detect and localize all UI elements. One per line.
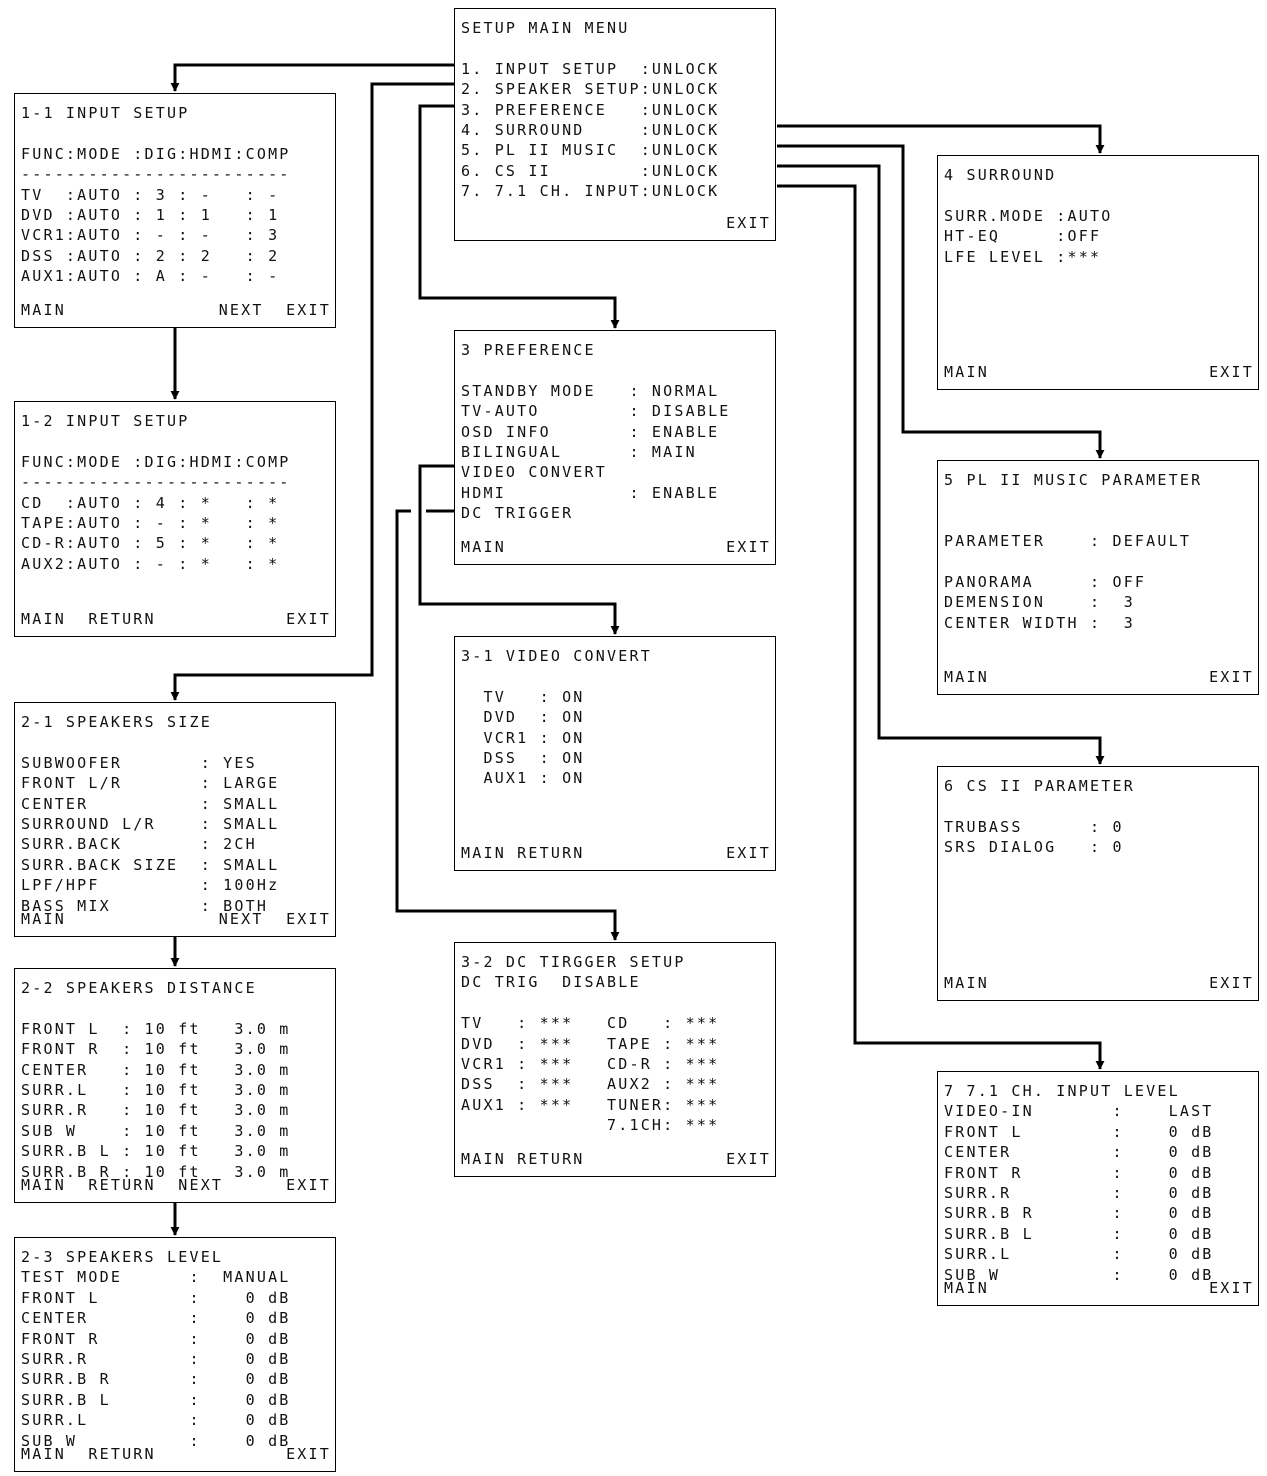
connector-surround	[777, 126, 1100, 153]
input-setup-2-panel	[14, 401, 336, 637]
surround-line-0: 4 SURROUND	[944, 166, 1057, 184]
dc-trigger-line-7: AUX1 : *** TUNER: ***	[461, 1095, 720, 1114]
main-menu-footer-right[interactable]: EXIT	[726, 214, 771, 232]
speakers-level-panel	[14, 1237, 336, 1472]
main-menu-line-7: 6. CS II :UNLOCK	[461, 161, 720, 180]
input-setup-1-line-4: TV :AUTO : 3 : - : -	[21, 185, 280, 204]
speakers-level-line-0: 2-3 SPEAKERS LEVEL	[21, 1248, 224, 1266]
video-convert-footer-left[interactable]: MAIN RETURN	[461, 844, 585, 862]
ch71-input-line-2: FRONT L : 0 dB	[944, 1122, 1214, 1141]
dc-trigger-line-4: DVD : *** TAPE : ***	[461, 1034, 720, 1053]
ch71-input-line-0: 7 7.1 CH. INPUT LEVEL	[944, 1082, 1180, 1100]
speakers-size-line-9: BASS MIX : BOTH	[21, 896, 269, 915]
input-setup-1-line-6: VCR1:AUTO : - : - : 3	[21, 226, 280, 245]
video-convert-line-6: AUX1 : ON	[461, 769, 585, 788]
input-setup-2-line-4: CD :AUTO : 4 : * : *	[21, 493, 280, 512]
dc-trigger-line-8: 7.1CH: ***	[461, 1116, 720, 1135]
ch71-input-line-8: SURR.L : 0 dB	[944, 1245, 1214, 1264]
input-setup-1-footer-left[interactable]: MAIN	[21, 301, 66, 319]
dc-trigger-line-5: VCR1 : *** CD-R : ***	[461, 1055, 720, 1073]
input-setup-1-line-5: DVD :AUTO : 1 : 1 : 1	[21, 206, 280, 224]
surround-line-3: HT-EQ :OFF	[944, 227, 1102, 246]
input-setup-2-line-7: AUX2:AUTO : - : * : *	[21, 554, 280, 573]
pl2-music-line-0: 5 PL II MUSIC PARAMETER	[944, 471, 1203, 489]
preference-line-6: VIDEO CONVERT	[461, 463, 607, 482]
surround-line-4: LFE LEVEL :***	[944, 247, 1102, 266]
surround-line-2: SURR.MODE :AUTO	[944, 206, 1113, 225]
surround-panel	[937, 155, 1259, 390]
speakers-level-footer-left[interactable]: MAIN RETURN	[21, 1445, 156, 1463]
preference-line-8: DC TRIGGER	[461, 504, 574, 523]
input-setup-2-line-0: 1-2 INPUT SETUP	[21, 412, 190, 430]
preference-panel	[454, 330, 776, 565]
speakers-size-footer-left[interactable]: MAIN	[21, 910, 66, 928]
speakers-distance-panel	[14, 968, 336, 1203]
preference-line-4: OSD INFO : ENABLE	[461, 422, 720, 441]
video-convert-panel	[454, 636, 776, 871]
speakers-level-line-3: CENTER : 0 dB	[21, 1309, 291, 1328]
main-menu-line-2: 1. INPUT SETUP :UNLOCK	[461, 59, 720, 78]
ch71-input-line-3: CENTER : 0 dB	[944, 1143, 1214, 1162]
input-setup-2-line-5: TAPE:AUTO : - : * : *	[21, 514, 280, 532]
input-setup-1-line-3: ------------------------	[21, 165, 291, 184]
speakers-distance-line-8: SURR.B L : 10 ft 3.0 m	[21, 1142, 291, 1161]
speakers-level-footer-right[interactable]: EXIT	[286, 1445, 331, 1463]
pl2-music-line-7: CENTER WIDTH : 3	[944, 613, 1135, 632]
speakers-distance-line-3: FRONT R : 10 ft 3.0 m	[21, 1040, 291, 1059]
cs2-footer-right[interactable]: EXIT	[1209, 974, 1254, 992]
cs2-parameter-panel	[937, 766, 1259, 1001]
input-setup-1-footer-right[interactable]: NEXT EXIT	[218, 301, 331, 319]
main-menu-line-8: 7. 7.1 CH. INPUT:UNLOCK	[461, 182, 720, 201]
speakers-distance-line-2: FRONT L : 10 ft 3.0 m	[21, 1019, 291, 1038]
dc-trigger-footer-left[interactable]: MAIN RETURN	[461, 1150, 585, 1168]
cs2-line-0: 6 CS II PARAMETER	[944, 777, 1135, 795]
speakers-size-line-8: LPF/HPF : 100Hz	[21, 876, 280, 895]
pl2-music-line-5: PANORAMA : OFF	[944, 573, 1147, 591]
surround-footer-right[interactable]: EXIT	[1209, 363, 1254, 381]
speakers-size-line-5: SURROUND L/R : SMALL	[21, 815, 280, 833]
speakers-level-line-9: SUB W : 0 dB	[21, 1431, 291, 1450]
preference-line-7: HDMI : ENABLE	[461, 483, 720, 502]
dc-trigger-line-1: DC TRIG DISABLE	[461, 973, 641, 992]
input-setup-2-line-6: CD-R:AUTO : 5 : * : *	[21, 534, 280, 553]
input-setup-1-line-2: FUNC:MODE :DIG:HDMI:COMP	[21, 144, 291, 163]
speakers-level-line-5: SURR.R : 0 dB	[21, 1350, 291, 1368]
ch71-input-footer-left[interactable]: MAIN	[944, 1279, 989, 1297]
input-setup-2-line-3: ------------------------	[21, 473, 291, 492]
pl2-music-footer-right[interactable]: EXIT	[1209, 668, 1254, 686]
speakers-level-line-1: TEST MODE : MANUAL	[21, 1268, 291, 1287]
video-convert-line-0: 3-1 VIDEO CONVERT	[461, 647, 652, 665]
pl2-music-parameter-panel	[937, 460, 1259, 695]
video-convert-line-4: VCR1 : ON	[461, 728, 585, 747]
speakers-distance-line-5: SURR.L : 10 ft 3.0 m	[21, 1081, 291, 1099]
preference-footer-right[interactable]: EXIT	[726, 538, 771, 556]
ch71-input-line-4: FRONT R : 0 dB	[944, 1163, 1214, 1182]
speakers-size-line-6: SURR.BACK : 2CH	[21, 835, 257, 854]
speakers-level-line-2: FRONT L : 0 dB	[21, 1288, 291, 1307]
speakers-level-line-7: SURR.B L : 0 dB	[21, 1390, 291, 1409]
input-setup-1-line-0: 1-1 INPUT SETUP	[21, 104, 190, 122]
input-setup-2-line-2: FUNC:MODE :DIG:HDMI:COMP	[21, 452, 291, 471]
speakers-distance-footer-left[interactable]: MAIN RETURN NEXT	[21, 1176, 224, 1194]
speakers-size-panel	[14, 702, 336, 937]
connector-input-setup	[175, 65, 454, 91]
main-menu-line-4: 3. PREFERENCE :UNLOCK	[461, 100, 720, 119]
cs2-line-3: SRS DIALOG : 0	[944, 838, 1124, 857]
dc-trigger-setup-panel	[454, 942, 776, 1177]
input-setup-2-footer-right[interactable]: EXIT	[286, 610, 331, 628]
dc-trigger-line-6: DSS : *** AUX2 : ***	[461, 1075, 720, 1094]
ch71-input-line-9: SUB W : 0 dB	[944, 1265, 1214, 1284]
dc-trigger-line-0: 3-2 DC TIRGGER SETUP	[461, 953, 686, 971]
ch71-input-footer-right[interactable]: EXIT	[1209, 1279, 1254, 1297]
speakers-distance-line-6: SURR.R : 10 ft 3.0 m	[21, 1101, 291, 1120]
main-menu-line-6: 5. PL II MUSIC :UNLOCK	[461, 141, 720, 160]
input-setup-2-footer-left[interactable]: MAIN RETURN	[21, 610, 156, 628]
video-convert-line-5: DSS : ON	[461, 749, 585, 767]
video-convert-line-2: TV : ON	[461, 687, 585, 706]
speakers-size-footer-right[interactable]: NEXT EXIT	[218, 910, 331, 928]
input-setup-1-line-8: AUX1:AUTO : A : - : -	[21, 267, 280, 286]
dc-trigger-line-3: TV : *** CD : ***	[461, 1014, 720, 1033]
speakers-size-line-7: SURR.BACK SIZE : SMALL	[21, 855, 280, 874]
speakers-distance-line-7: SUB W : 10 ft 3.0 m	[21, 1121, 291, 1140]
pl2-music-line-3: PARAMETER : DEFAULT	[944, 532, 1192, 551]
ch71-input-line-6: SURR.B R : 0 dB	[944, 1204, 1214, 1223]
setup-main-menu-panel	[454, 8, 776, 241]
input-setup-1-panel	[14, 93, 336, 328]
preference-line-2: STANDBY MODE : NORMAL	[461, 381, 720, 400]
preference-footer-left[interactable]: MAIN	[461, 538, 506, 556]
speakers-level-line-6: SURR.B R : 0 dB	[21, 1370, 291, 1389]
ch71-input-level-panel	[937, 1071, 1259, 1306]
main-menu-line-5: 4. SURROUND :UNLOCK	[461, 121, 720, 139]
surround-footer-left[interactable]: MAIN	[944, 363, 989, 381]
speakers-size-line-2: SUBWOOFER : YES	[21, 753, 257, 772]
speakers-distance-footer-right[interactable]: EXIT	[286, 1176, 331, 1194]
input-setup-1-line-7: DSS :AUTO : 2 : 2 : 2	[21, 246, 280, 265]
pl2-music-footer-left[interactable]: MAIN	[944, 668, 989, 686]
ch71-input-line-7: SURR.B L : 0 dB	[944, 1224, 1214, 1243]
speakers-size-line-3: FRONT L/R : LARGE	[21, 774, 280, 793]
ch71-input-line-5: SURR.R : 0 dB	[944, 1184, 1214, 1202]
speakers-size-line-4: CENTER : SMALL	[21, 794, 280, 813]
preference-line-5: BILINGUAL : MAIN	[461, 443, 697, 461]
video-convert-line-3: DVD : ON	[461, 708, 585, 727]
speakers-size-line-0: 2-1 SPEAKERS SIZE	[21, 713, 212, 731]
dc-trigger-footer-right[interactable]: EXIT	[726, 1150, 771, 1168]
ch71-input-line-1: VIDEO-IN : LAST	[944, 1102, 1214, 1121]
speakers-distance-line-4: CENTER : 10 ft 3.0 m	[21, 1060, 291, 1079]
main-menu-line-0: SETUP MAIN MENU	[461, 19, 630, 37]
preference-line-3: TV-AUTO : DISABLE	[461, 402, 731, 421]
speakers-distance-line-9: SURR.B R : 10 ft 3.0 m	[21, 1162, 291, 1181]
video-convert-footer-right[interactable]: EXIT	[726, 844, 771, 862]
speakers-level-line-4: FRONT R : 0 dB	[21, 1329, 291, 1348]
speakers-distance-line-0: 2-2 SPEAKERS DISTANCE	[21, 979, 257, 997]
cs2-line-2: TRUBASS : 0	[944, 817, 1124, 836]
preference-line-0: 3 PREFERENCE	[461, 341, 596, 359]
speakers-level-line-8: SURR.L : 0 dB	[21, 1411, 291, 1430]
cs2-footer-left[interactable]: MAIN	[944, 974, 989, 992]
pl2-music-line-6: DEMENSION : 3	[944, 593, 1135, 612]
main-menu-line-3: 2. SPEAKER SETUP:UNLOCK	[461, 80, 720, 99]
